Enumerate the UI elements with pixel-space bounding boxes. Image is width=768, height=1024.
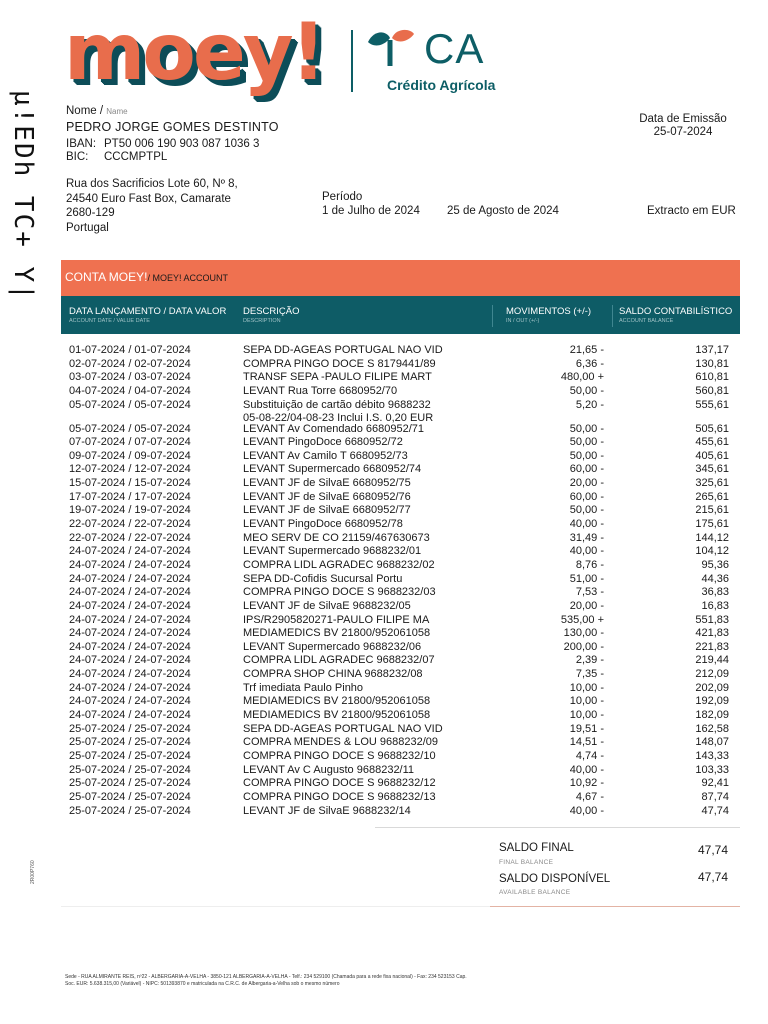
row-movement: 40,00 - [569,804,604,817]
row-date: 25-07-2024 / 25-07-2024 [69,790,191,803]
footer-line: Sede - RUA ALMIRANTE REIS, nº22 - ALBERGARIA-A-VELHA - 3850-121 ALBERGARIA-A-VELHA - Telf.: 234 529100 (Chamada para a rede fixa nacional) - Fax: 234 523153 Cap. [65,974,467,980]
moey-logo-text: moey! [64,8,324,98]
row-description [243,764,414,778]
row-description-line: LEVANT Av C Augusto 9688232/11 [243,763,415,776]
row-description [243,586,436,600]
address-line: 2680-129 [66,207,115,219]
row-description-line: LEVANT JF de SilvaE 6680952/76 [243,490,411,503]
table-row [61,450,740,464]
row-description-line: MEO SERV DE CO 21159/467630673 [243,531,430,544]
row-description [243,463,421,477]
row-date: 05-07-2024 / 05-07-2024 [69,398,191,411]
row-description [243,518,403,532]
row-description-line: Substituição de cartão débito 9688232 [243,398,431,411]
credito-agricola-logo [366,25,496,94]
row-date: 24-07-2024 / 24-07-2024 [69,640,191,653]
row-description-line: TRANSF SEPA -PAULO FILIPE MART [243,371,432,384]
row-date: 24-07-2024 / 24-07-2024 [69,572,191,585]
row-movement: 7,53 - [575,586,604,599]
column-header-description-en: DESCRIPTION [243,318,281,324]
row-date: 25-07-2024 / 25-07-2024 [69,763,191,776]
row-movement: 50,00 - [569,449,604,462]
row-balance: 212,09 [695,668,729,681]
bic-label: BIC: [66,151,89,163]
moey-logo [64,8,340,104]
row-balance: 144,12 [695,531,729,544]
iban-value: PT50 006 190 903 087 1036 3 [104,138,260,150]
table-header [61,296,740,334]
row-date: 12-07-2024 / 12-07-2024 [69,463,191,476]
row-description-line: SEPA DD-Cofidis Sucursal Portu [243,572,403,585]
row-description [243,723,443,737]
row-date: 25-07-2024 / 25-07-2024 [69,749,191,762]
row-description-line: LEVANT Av Camilo T 6680952/73 [243,449,408,462]
account-title [65,270,228,284]
row-balance: 505,61 [695,422,729,435]
table-row [61,736,740,750]
table-row [61,463,740,477]
row-description-line: SEPA DD-AGEAS PORTUGAL NAO VID [243,344,443,356]
table-row [61,791,740,805]
period-from: 1 de Julho de 2024 [322,205,420,217]
table-row [61,723,740,737]
row-description [243,750,436,764]
column-header-balance-label: SALDO CONTABILÍSTICO [619,306,733,317]
row-description-line: COMPRA LIDL AGRADEC 9688232/02 [243,558,435,571]
row-description [243,641,421,655]
column-header-balance-en: ACCOUNT BALANCE [619,318,674,324]
row-description-line: SEPA DD-AGEAS PORTUGAL NAO VID [243,722,443,735]
row-description-line: COMPRA SHOP CHINA 9688232/08 [243,668,423,681]
table-row [61,750,740,764]
period-to: 25 de Agosto de 2024 [447,205,559,217]
row-movement: 4,67 - [575,790,604,803]
row-description-line: 05-08-22/04-08-23 Inclui I.S. 0,20 EUR [243,412,434,425]
available-balance-label-en: AVAILABLE BALANCE [499,889,571,896]
client-name: PEDRO JORGE GOMES DESTINTO [66,120,279,134]
iban-label: IBAN: [66,138,97,150]
row-date: 05-07-2024 / 05-07-2024 [69,422,191,435]
row-balance: 16,83 [701,599,729,612]
row-description [243,614,429,628]
row-description [243,668,423,682]
table-row [61,477,740,491]
address-line: 24540 Euro Fast Box, Camarate [66,192,231,205]
row-date: 25-07-2024 / 25-07-2024 [69,804,191,817]
name-label-pt: Nome / [66,105,104,117]
row-description-line: COMPRA MENDES & LOU 9688232/09 [243,736,439,749]
row-movement: 535,00 + [560,613,604,626]
row-date: 25-07-2024 / 25-07-2024 [69,777,191,790]
row-balance: 265,61 [695,490,729,503]
table-row [61,614,740,628]
row-movement: 4,74 - [575,749,604,762]
row-description [243,654,435,668]
row-description-line: LEVANT JF de SilvaE 6680952/75 [243,477,411,490]
row-movement: 40,00 - [569,545,604,558]
row-description-line: COMPRA PINGO DOCE S 9688232/13 [243,790,436,803]
row-balance: 175,61 [695,518,729,531]
row-movement: 10,92 - [569,777,604,790]
table-row [61,600,740,614]
row-description-line: Trf imediata Paulo Pinho [243,681,364,694]
row-description [243,371,432,385]
row-movement: 60,00 - [569,490,604,503]
row-movement: 31,49 - [569,531,604,544]
row-description [243,344,443,358]
emission-label: Data de Emissão [639,113,727,125]
row-balance: 325,61 [695,477,729,490]
row-balance: 47,74 [701,804,729,817]
row-description [243,682,363,696]
row-date: 24-07-2024 / 24-07-2024 [69,599,191,612]
available-balance-label: SALDO DISPONÍVEL [499,873,611,885]
row-balance: 92,41 [701,777,729,790]
row-movement: 10,00 - [569,695,604,708]
row-description [243,709,430,723]
row-date: 04-07-2024 / 04-07-2024 [69,384,191,397]
row-movement: 21,65 - [569,344,604,356]
table-row [61,695,740,709]
column-header-date-en: ACCOUNT DATE / VALUE DATE [69,318,150,324]
table-row [61,399,740,423]
row-date: 24-07-2024 / 24-07-2024 [69,545,191,558]
row-description-line: COMPRA PINGO DOCE S 8179441/89 [243,357,436,370]
table-row [61,805,740,819]
table-row [61,654,740,668]
row-balance: 182,09 [695,709,729,722]
row-description-line: LEVANT JF de SilvaE 9688232/05 [243,599,411,612]
side-handwriting-text: µ!EDh TC+ Y| [8,90,38,302]
row-movement: 40,00 - [569,518,604,531]
side-handwriting [4,90,40,302]
row-balance: 192,09 [695,695,729,708]
row-description-line: LEVANT JF de SilvaE 6680952/77 [243,504,411,517]
row-balance: 36,83 [701,586,729,599]
row-description [243,477,411,491]
row-movement: 10,00 - [569,709,604,722]
column-header-movements-label: MOVIMENTOS (+/-) [506,306,592,317]
row-date: 24-07-2024 / 24-07-2024 [69,654,191,667]
table-row [61,777,740,791]
account-banner [61,260,740,296]
row-description [243,450,408,464]
table-row [61,344,740,358]
row-description [243,423,424,437]
row-description [243,627,430,641]
row-date: 24-07-2024 / 24-07-2024 [69,586,191,599]
row-movement: 50,00 - [569,384,604,397]
column-header-movements [506,306,591,324]
row-description [243,736,438,750]
row-balance: 551,83 [695,613,729,626]
table-row [61,627,740,641]
row-description [243,491,411,505]
row-balance: 137,17 [695,344,729,356]
row-description-line: LEVANT Supermercado 6680952/74 [243,463,422,476]
column-separator [492,305,493,327]
row-balance: 95,36 [701,558,729,571]
row-balance: 202,09 [695,681,729,694]
row-date: 25-07-2024 / 25-07-2024 [69,722,191,735]
row-movement: 40,00 - [569,763,604,776]
row-description-line: LEVANT Supermercado 9688232/01 [243,545,422,558]
table-row [61,504,740,518]
row-date: 19-07-2024 / 19-07-2024 [69,504,191,517]
row-description-line: COMPRA PINGO DOCE S 9688232/10 [243,749,436,762]
account-title-pt: CONTA MOEY! [65,270,148,284]
period-label: Período [322,191,363,203]
row-description [243,600,411,614]
table-row [61,559,740,573]
bic-value: CCCMPTPL [104,151,168,163]
leaf-icon [366,28,418,68]
row-balance: 143,33 [695,749,729,762]
row-movement: 480,00 + [560,371,604,384]
row-date: 24-07-2024 / 24-07-2024 [69,709,191,722]
table-row [61,545,740,559]
row-date: 24-07-2024 / 24-07-2024 [69,681,191,694]
table-row [61,668,740,682]
row-date: 09-07-2024 / 09-07-2024 [69,449,191,462]
row-date: 01-07-2024 / 01-07-2024 [69,344,191,356]
row-movement: 20,00 - [569,477,604,490]
table-row [61,709,740,723]
row-date: 24-07-2024 / 24-07-2024 [69,613,191,626]
row-description-line: LEVANT Rua Torre 6680952/70 [243,384,398,397]
column-header-date-label: DATA LANÇAMENTO / DATA VALOR [69,306,227,317]
row-balance: 555,61 [695,398,729,411]
row-balance: 455,61 [695,436,729,449]
column-header-date [69,306,226,324]
row-balance: 610,81 [695,371,729,384]
row-movement: 5,20 - [575,398,604,411]
row-balance: 215,61 [695,504,729,517]
row-balance: 104,12 [695,545,729,558]
ca-name: Crédito Agrícola [387,77,496,93]
row-balance: 162,58 [695,722,729,735]
row-movement: 51,00 - [569,572,604,585]
row-movement: 50,00 - [569,422,604,435]
row-description-line: MEDIAMEDICS BV 21800/952061058 [243,709,431,722]
table-row [61,573,740,587]
name-label [66,105,128,117]
final-balance-label: SALDO FINAL [499,842,574,854]
statement-currency: Extracto em EUR [647,205,736,217]
row-description [243,385,397,399]
row-movement: 14,51 - [569,736,604,749]
name-label-en: Name [106,107,128,116]
row-balance: 345,61 [695,463,729,476]
final-balance-value: 47,74 [697,843,728,857]
table-row [61,371,740,385]
row-description-line: LEVANT JF de SilvaE 9688232/14 [243,804,411,817]
row-description [243,358,436,372]
row-movement: 50,00 - [569,504,604,517]
row-description [243,545,421,559]
legal-footer [65,974,565,988]
row-balance: 130,81 [695,357,729,370]
table-row [61,436,740,450]
row-balance: 44,36 [701,572,729,585]
row-date: 24-07-2024 / 24-07-2024 [69,627,191,640]
table-row [61,423,740,437]
row-description [243,791,436,805]
row-date: 24-07-2024 / 24-07-2024 [69,558,191,571]
row-movement: 20,00 - [569,599,604,612]
address-line: Rua dos Sacrificios Lote 60, Nº 8, [66,178,238,190]
column-header-description-label: DESCRIÇÃO [243,306,300,317]
account-title-en: / MOEY! ACCOUNT [147,273,228,283]
final-balance-label-en: FINAL BALANCE [499,859,554,866]
row-movement: 19,51 - [569,722,604,735]
table-row [61,385,740,399]
row-description-line: COMPRA LIDL AGRADEC 9688232/07 [243,654,435,667]
row-balance: 219,44 [695,654,729,667]
row-date: 25-07-2024 / 25-07-2024 [69,736,191,749]
page-divider [61,906,490,907]
row-description-line: IPS/R2905820271-PAULO FILIPE MA [243,613,430,626]
table-row [61,532,740,546]
row-description [243,573,402,587]
row-description-line: COMPRA PINGO DOCE S 9688232/03 [243,586,436,599]
row-description [243,559,435,573]
row-date: 15-07-2024 / 15-07-2024 [69,477,191,490]
row-description-line: MEDIAMEDICS BV 21800/952061058 [243,627,431,640]
row-description-line: LEVANT PingoDoce 6680952/72 [243,436,403,449]
side-code: 2R00P760 [30,860,36,884]
row-movement: 10,00 - [569,681,604,694]
footer-line: Soc. EUR: 5.638.315,00 (Variável) - NIPC: 501393870 e matriculada na C.R.C. de Albergaria-a-Velha sob o mesmo número [65,981,340,987]
row-movement: 6,36 - [575,357,604,370]
table-row [61,764,740,778]
row-movement: 2,39 - [575,654,604,667]
row-balance: 421,83 [695,627,729,640]
column-header-movements-en: IN / OUT (+/-) [506,318,540,324]
row-date: 22-07-2024 / 22-07-2024 [69,531,191,544]
column-header-balance [619,306,732,324]
row-movement: 60,00 - [569,463,604,476]
row-date: 17-07-2024 / 17-07-2024 [69,490,191,503]
address-line: Portugal [66,221,109,234]
table-bottom-divider [375,827,740,828]
column-separator [612,305,613,327]
table-row [61,641,740,655]
row-balance: 405,61 [695,449,729,462]
table-row [61,682,740,696]
row-date: 03-07-2024 / 03-07-2024 [69,371,191,384]
row-date: 24-07-2024 / 24-07-2024 [69,695,191,708]
transactions-table-body [61,344,740,818]
row-movement: 200,00 - [563,640,604,653]
row-balance: 87,74 [701,790,729,803]
row-movement: 8,76 - [575,558,604,571]
row-description-line: COMPRA PINGO DOCE S 9688232/12 [243,777,436,790]
row-description [243,805,411,819]
row-description [243,532,430,546]
totals-divider [490,906,740,907]
row-description-line: LEVANT Supermercado 9688232/06 [243,640,422,653]
row-balance: 560,81 [695,384,729,397]
table-row [61,586,740,600]
row-description-line: LEVANT PingoDoce 6680952/78 [243,518,403,531]
row-description [243,777,436,791]
row-balance: 103,33 [695,763,729,776]
row-movement: 50,00 - [569,436,604,449]
emission-block [615,113,751,139]
row-description [243,695,430,709]
ca-letters: CA [424,25,485,72]
row-date: 07-07-2024 / 07-07-2024 [69,436,191,449]
row-description-line: LEVANT Av Comendado 6680952/71 [243,422,425,435]
table-row [61,518,740,532]
row-balance: 221,83 [695,640,729,653]
row-description [243,504,411,518]
row-movement: 130,00 - [563,627,604,640]
table-row [61,358,740,372]
row-movement: 7,35 - [575,668,604,681]
client-address [66,177,238,235]
logo-divider [351,30,353,92]
available-balance-value: 47,74 [697,870,728,884]
row-date: 02-07-2024 / 02-07-2024 [69,357,191,370]
column-header-description [243,306,299,324]
table-row [61,491,740,505]
row-balance: 148,07 [695,736,729,749]
row-date: 22-07-2024 / 22-07-2024 [69,518,191,531]
row-date: 24-07-2024 / 24-07-2024 [69,668,191,681]
emission-date: 25-07-2024 [653,126,713,138]
row-description-line: MEDIAMEDICS BV 21800/952061058 [243,695,431,708]
row-description [243,436,403,450]
